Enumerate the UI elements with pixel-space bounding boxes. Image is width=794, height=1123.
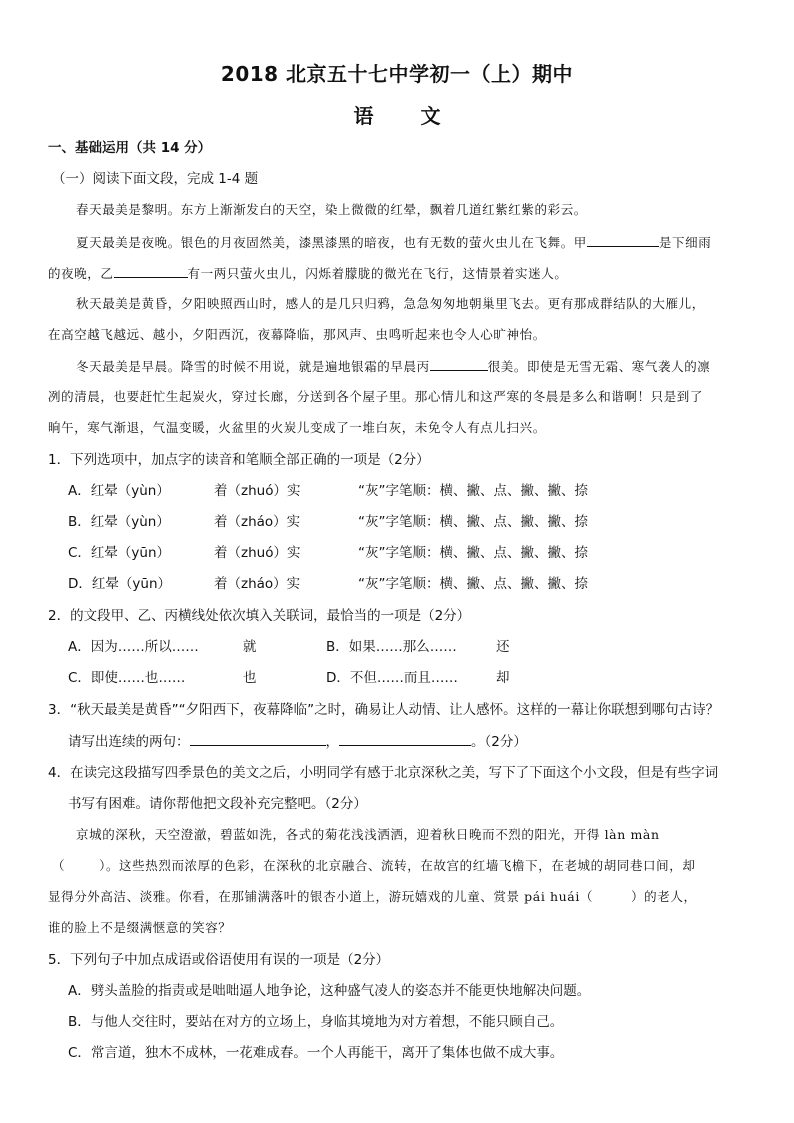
passage-summer-line1 — [76, 233, 776, 252]
q1-option-c-reading1: C．红晕（yūn） — [68, 545, 171, 561]
q1-option-b-reading1: B．红晕（yùn） — [68, 514, 170, 530]
q1-option-a-reading2: 着（zhuó）实 — [214, 483, 301, 499]
q1-option-a-stroke: “灰”字笔顺：横、撇、点、撇、撇、捺 — [358, 483, 588, 499]
section-heading: 一、基础运用（共 14 分） — [48, 140, 212, 156]
q1-option-a-reading1: A．红晕（yùn） — [68, 483, 170, 499]
q1-option-b-stroke: “灰”字笔顺：横、撇、点、撇、撇、捺 — [358, 514, 588, 530]
question-1-stem: 1．下列选项中，加点字的读音和笔顺全部正确的一项是（2分） — [48, 452, 430, 468]
q4-passage-line2 — [52, 857, 752, 875]
q2-option-b: B．如果……那么…… — [326, 639, 457, 655]
q1-option-d-stroke: “灰”字笔顺：横、撇、点、撇、撇、捺 — [358, 576, 588, 592]
blank-bing — [430, 357, 488, 371]
q1-option-d-reading2: 着（zháo）实 — [214, 576, 301, 592]
answer-prompt: 请写出连续的两句： — [68, 734, 190, 750]
question-4-stem-line2: 书写有困难。请你帮他把文段补充完整吧。（2分） — [68, 796, 367, 812]
q2-option-a-word: 就 — [243, 639, 257, 655]
q2-option-b-word: 还 — [496, 639, 510, 655]
q2-option-d: D．不但……而且…… — [326, 670, 458, 686]
q2-option-d-word: 却 — [496, 670, 510, 686]
passage-text: 很美。即使是无雪无霜、寒气袭人的凛 — [487, 359, 711, 374]
q4-passage-line4: 谁的脸上不是缀满惬意的笑容？ — [48, 920, 232, 935]
blank-jia — [587, 233, 659, 247]
question-4-stem: 4．在读完这段描写四季景色的美文之后，小明同学有感于北京深秋之美，写下了下面这个小文段，但是有些字词 — [48, 765, 719, 781]
bracket-open: （ — [52, 858, 66, 873]
q1-option-d-reading1: D．红晕（yūn） — [68, 576, 171, 592]
passage-text: 夏天最美是夜晚。银色的月夜固然美，漆黑漆黑的暗夜，也有无数的萤火虫儿在飞舞。甲 — [76, 235, 587, 250]
passage-text: 是下细雨 — [658, 235, 712, 250]
q5-option-c: C．常言道，独木不成林，一花难成春。一个人再能干，离开了集体也做不成大事。 — [68, 1045, 564, 1061]
question-3-stem: 3．“秋天最美是黄昏”“夕阳西下，夜幕降临”之时，确易让人动情、让人感怀。这样的一幕让你联想到哪句古诗？ — [48, 702, 720, 718]
q5-option-b: B．与他人交往时，要站在对方的立场上，身临其境地为对方着想，不能只顾自己。 — [68, 1014, 564, 1030]
passage-text: 显得分外高洁、淡雅。你看，在那铺满落叶的银杏小道上，游玩嬉戏的儿童、赏景 pái huái（ — [48, 889, 594, 904]
passage-text: 有一两只萤火虫儿，闪烁着朦胧的微光在飞行，这情景着实迷人。 — [187, 266, 568, 281]
score-note: 。（2分） — [471, 734, 527, 750]
passage-winter-line3: 晌午，寒气渐退，气温变暖，火盆里的火炭儿变成了一堆白灰，未免令人有点儿扫兴。 — [48, 420, 546, 435]
comma: ， — [325, 734, 339, 750]
passage-winter-line1 — [76, 357, 776, 376]
passage-summer-line2 — [48, 264, 748, 283]
passage-spring: 春天最美是黎明。东方上渐渐发白的天空，染上微微的红晕，飘着几道红紫红紫的彩云。 — [76, 202, 587, 217]
subject-title: 语 文 — [353, 104, 441, 128]
passage-winter-line2: 冽的清晨，也要赶忙生起炭火，穿过长廊，分送到各个屋子里。那心情儿和这严寒的冬晨是多么和谐啊！只是到了 — [48, 389, 704, 404]
q1-option-c-stroke: “灰”字笔顺：横、撇、点、撇、撇、捺 — [358, 545, 588, 561]
blank-yi — [114, 264, 188, 278]
q1-option-c-reading2: 着（zhuó）实 — [214, 545, 301, 561]
reading-instruction: （一）阅读下面文段，完成 1-4 题 — [52, 171, 259, 187]
passage-autumn-line2: 在高空越飞越远、越小，夕阳西沉，夜幕降临，那风声、虫鸣听起来也令人心旷神怡。 — [48, 327, 546, 342]
passage-text: ）的老人， — [631, 889, 697, 904]
passage-text: 冬天最美是早晨。降雪的时候不用说，就是遍地银霜的早晨丙 — [76, 359, 430, 374]
passage-autumn-line1: 秋天最美是黄昏，夕阳映照西山时，感人的是几只归鸦，急急匆匆地朝巢里飞去。更有那成群结队的大雁儿， — [76, 296, 705, 311]
passage-text: ）。这些热烈而浓厚的色彩，在深秋的北京融合、流转，在故宫的红墙飞檐下，在老城的胡同巷口间，却 — [99, 858, 696, 873]
question-3-answer-line — [68, 732, 768, 751]
q4-passage-line1: 京城的深秋，天空澄澈，碧蓝如洗，各式的菊花浅浅洒洒，迎着秋日晚而不烈的阳光，开得 làn màn — [76, 827, 660, 842]
answer-blank-1[interactable] — [190, 732, 326, 746]
passage-text: 的夜晚，乙 — [48, 266, 114, 281]
exam-title: 2018 北京五十七中学初一（上）期中 — [220, 62, 574, 86]
q4-passage-line3 — [48, 888, 748, 906]
question-2-stem: 2．的文段甲、乙、丙横线处依次填入关联词，最恰当的一项是（2分） — [48, 608, 471, 624]
q5-option-a: A．劈头盖脸的指责或是咄咄逼人地争论，这种盛气凌人的姿态并不能更快地解决问题。 — [68, 983, 591, 999]
q2-option-c: C．即使……也…… — [68, 670, 186, 686]
question-5-stem: 5．下列句子中加点成语或俗语使用有误的一项是（2分） — [48, 952, 390, 968]
q1-option-b-reading2: 着（zháo）实 — [214, 514, 301, 530]
q2-option-c-word: 也 — [243, 670, 257, 686]
answer-blank-2[interactable] — [339, 732, 471, 746]
q2-option-a: A．因为……所以…… — [68, 639, 199, 655]
